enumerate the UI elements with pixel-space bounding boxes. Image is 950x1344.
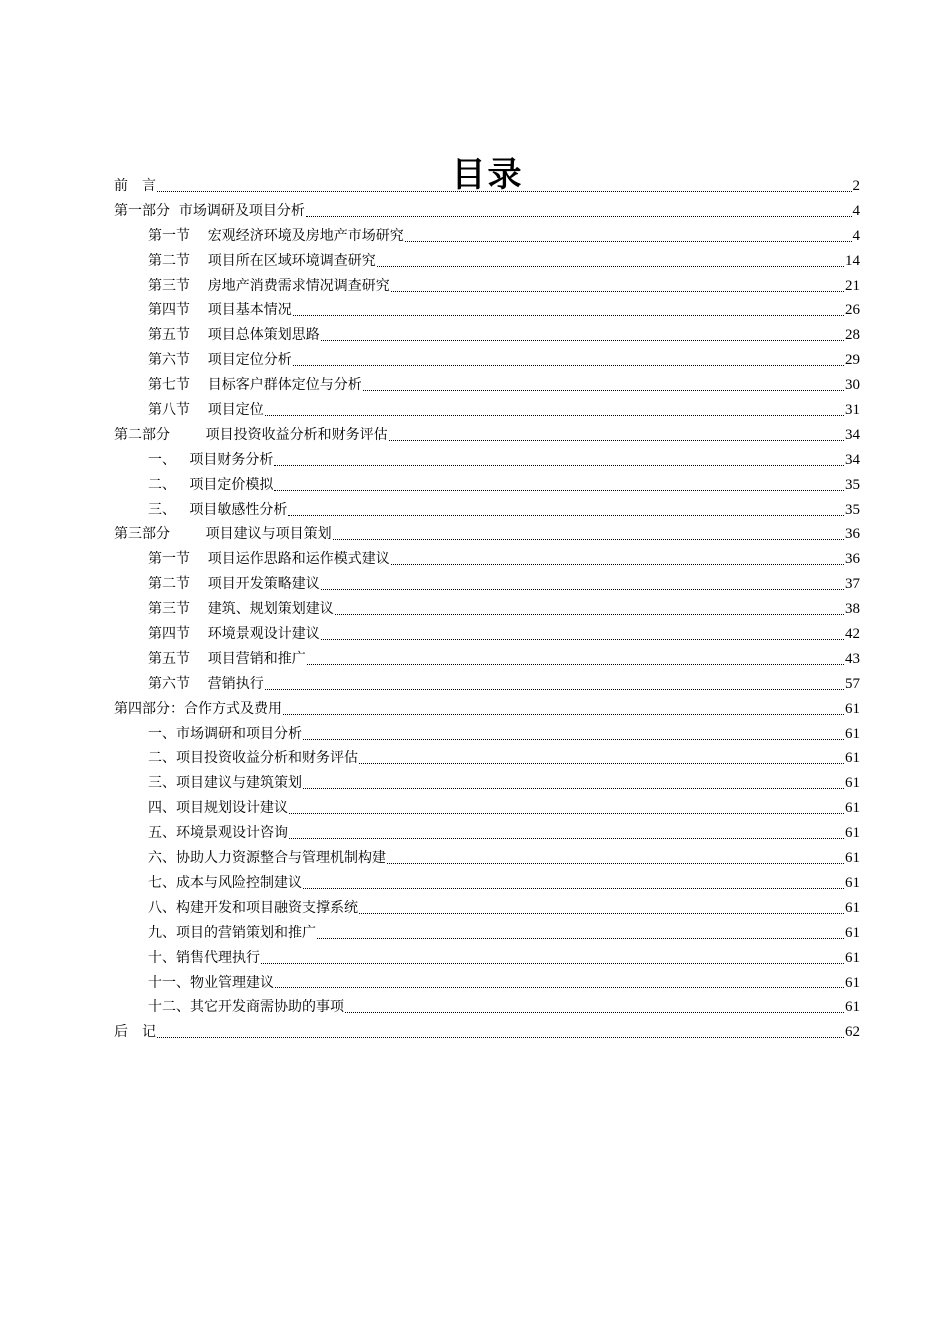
toc-entry[interactable] xyxy=(114,274,860,299)
toc-entry-label: 十二、其它开发商需协助的事项 xyxy=(148,999,344,1016)
toc-entry-page-number: 30 xyxy=(845,377,860,394)
toc-entry-label: 十、销售代理执行 xyxy=(148,949,260,966)
toc-dot-leader xyxy=(289,837,844,839)
toc-entry[interactable] xyxy=(114,946,860,971)
toc-dot-leader xyxy=(345,1011,844,1013)
toc-entry-label: 第五节 项目总体策划思路 xyxy=(148,327,320,344)
toc-dot-leader xyxy=(391,290,844,292)
toc-dot-leader xyxy=(321,588,844,590)
toc-dot-leader xyxy=(405,240,852,242)
toc-entry-label: 第六节 项目定位分析 xyxy=(148,352,292,369)
toc-dot-leader xyxy=(275,986,844,988)
toc-entry-page-number: 62 xyxy=(845,1024,860,1041)
toc-entry-label: 第二部分 项目投资收益分析和财务评估 xyxy=(114,426,388,443)
toc-entry-page-number: 61 xyxy=(845,850,860,867)
toc-entry[interactable] xyxy=(114,199,860,224)
toc-entry-label: 第四部分：合作方式及费用 xyxy=(114,700,282,717)
toc-entry-page-number: 61 xyxy=(845,800,860,817)
toc-dot-leader xyxy=(261,962,844,964)
toc-entry-page-number: 35 xyxy=(845,501,860,518)
toc-entry[interactable] xyxy=(114,572,860,597)
toc-entry[interactable] xyxy=(114,722,860,747)
toc-entry[interactable] xyxy=(114,522,860,547)
toc-entry[interactable] xyxy=(114,821,860,846)
toc-entry-page-number: 61 xyxy=(845,949,860,966)
toc-entry-label: 十一、物业管理建议 xyxy=(148,974,274,991)
toc-entry-page-number: 4 xyxy=(852,227,860,244)
toc-entry-page-number: 61 xyxy=(845,775,860,792)
toc-entry[interactable] xyxy=(114,896,860,921)
toc-dot-leader xyxy=(293,364,844,366)
toc-dot-leader xyxy=(363,389,844,391)
toc-entry-label: 第六节 营销执行 xyxy=(148,675,264,692)
toc-entry[interactable] xyxy=(114,323,860,348)
toc-dot-leader xyxy=(389,439,844,441)
toc-entry-page-number: 2 xyxy=(852,178,860,194)
toc-entry-page-number: 36 xyxy=(845,526,860,543)
toc-entry[interactable] xyxy=(114,1020,860,1045)
toc-entry-label: 六、协助人力资源整合与管理机制构建 xyxy=(148,850,386,867)
toc-entry-label: 四、项目规划设计建议 xyxy=(148,800,288,817)
toc-entry-page-number: 35 xyxy=(845,476,860,493)
toc-dot-leader xyxy=(359,912,844,914)
toc-entry[interactable] xyxy=(114,373,860,398)
toc-entry[interactable] xyxy=(114,672,860,697)
toc-dot-leader xyxy=(157,190,852,192)
toc-entry-page-number: 29 xyxy=(845,352,860,369)
toc-entry[interactable] xyxy=(114,622,860,647)
toc-entry-label: 第二节 项目开发策略建议 xyxy=(148,576,320,593)
toc-entry-label: 二、项目投资收益分析和财务评估 xyxy=(148,750,358,767)
toc-entry-label: 第三部分 项目建议与项目策划 xyxy=(114,526,332,543)
toc-dot-leader xyxy=(391,563,844,565)
toc-entry-label: 第一部分 市场调研及项目分析 xyxy=(114,202,305,219)
toc-entry-page-number: 61 xyxy=(845,725,860,742)
toc-dot-leader xyxy=(303,887,844,889)
toc-entry[interactable] xyxy=(114,771,860,796)
toc-entry-page-number: 4 xyxy=(852,202,860,219)
toc-entry-label: 五、环境景观设计咨询 xyxy=(148,825,288,842)
toc-entry-label: 第一节 宏观经济环境及房地产市场研究 xyxy=(148,227,404,244)
toc-entry-page-number: 61 xyxy=(845,825,860,842)
toc-entry[interactable] xyxy=(114,597,860,622)
toc-entry[interactable] xyxy=(114,498,860,523)
toc-entry-label: 三、项目建议与建筑策划 xyxy=(148,775,302,792)
toc-dot-leader xyxy=(321,339,844,341)
toc-entry-label: 第七节 目标客户群体定位与分析 xyxy=(148,377,362,394)
toc-entry[interactable] xyxy=(114,971,860,996)
toc-entry-label: 第一节 项目运作思路和运作模式建议 xyxy=(148,551,390,568)
toc-entry[interactable] xyxy=(114,298,860,323)
toc-entry-label: 第三节 房地产消费需求情况调查研究 xyxy=(148,277,390,294)
toc-entry[interactable] xyxy=(114,846,860,871)
toc-entry-page-number: 34 xyxy=(845,451,860,468)
toc-entry-label: 第四节 环境景观设计建议 xyxy=(148,626,320,643)
toc-title: 目录 xyxy=(451,154,524,195)
toc-entry[interactable] xyxy=(114,473,860,498)
toc-entry-label: 九、项目的营销策划和推广 xyxy=(148,924,316,941)
toc-entry-label: 第二节 项目所在区域环境调查研究 xyxy=(148,252,376,269)
toc-entry[interactable] xyxy=(114,647,860,672)
toc-dot-leader xyxy=(265,414,844,416)
toc-dot-leader xyxy=(289,812,844,814)
toc-dot-leader xyxy=(303,738,844,740)
toc-entry-label: 一、市场调研和项目分析 xyxy=(148,725,302,742)
toc-entry-page-number: 37 xyxy=(845,576,860,593)
toc-entry-label: 八、构建开发和项目融资支撑系统 xyxy=(148,899,358,916)
toc-entry-label: 七、成本与风险控制建议 xyxy=(148,874,302,891)
toc-entry-label: 第四节 项目基本情况 xyxy=(148,302,292,319)
toc-entry[interactable] xyxy=(114,174,860,199)
toc-dot-leader xyxy=(306,215,852,217)
toc-entry[interactable] xyxy=(114,398,860,423)
toc-dot-leader xyxy=(265,688,844,690)
toc-entry[interactable] xyxy=(114,448,860,473)
toc-entry[interactable] xyxy=(114,697,860,722)
toc-entry-page-number: 38 xyxy=(845,601,860,618)
toc-dot-leader xyxy=(283,713,844,715)
toc-entry-page-number: 61 xyxy=(845,750,860,767)
toc-entry-page-number: 61 xyxy=(845,924,860,941)
toc-dot-leader xyxy=(387,862,844,864)
toc-entry[interactable] xyxy=(114,746,860,771)
toc-entry-page-number: 61 xyxy=(845,999,860,1016)
toc-entry-page-number: 43 xyxy=(845,650,860,667)
toc-dot-leader xyxy=(274,464,844,466)
toc-dot-leader xyxy=(293,314,844,316)
toc-entry[interactable] xyxy=(114,921,860,946)
toc-entry[interactable] xyxy=(114,871,860,896)
toc-dot-leader xyxy=(157,1036,844,1038)
toc-entry-page-number: 61 xyxy=(845,874,860,891)
toc-dot-leader xyxy=(307,663,844,665)
toc-entry-label: 后 记 xyxy=(114,1024,156,1041)
toc-entry-label: 一、 项目财务分析 xyxy=(148,451,274,468)
toc-entry[interactable] xyxy=(114,348,860,373)
toc-entry-page-number: 42 xyxy=(845,626,860,643)
toc-entry-page-number: 34 xyxy=(845,426,860,443)
toc-dot-leader xyxy=(274,489,844,491)
toc-dot-leader xyxy=(288,514,844,516)
toc-dot-leader xyxy=(335,613,844,615)
toc-dot-leader xyxy=(303,787,844,789)
toc-entry-page-number: 61 xyxy=(845,899,860,916)
toc-entry-page-number: 36 xyxy=(845,551,860,568)
toc-entry-page-number: 61 xyxy=(845,974,860,991)
toc-entry[interactable] xyxy=(114,796,860,821)
toc-entry-page-number: 57 xyxy=(845,675,860,692)
toc-entry-page-number: 31 xyxy=(845,402,860,419)
toc-dot-leader xyxy=(377,265,844,267)
toc-dot-leader xyxy=(333,538,844,540)
toc-dot-leader xyxy=(317,937,844,939)
toc-entry[interactable] xyxy=(114,249,860,274)
toc-entry-label: 三、 项目敏感性分析 xyxy=(148,501,288,518)
toc-entry-label: 第五节 项目营销和推广 xyxy=(148,650,306,667)
toc-entry[interactable] xyxy=(114,423,860,448)
toc-entry-page-number: 21 xyxy=(845,277,860,294)
table-of-contents xyxy=(114,174,860,1045)
toc-entry-label: 第三节 建筑、规划策划建议 xyxy=(148,601,334,618)
toc-dot-leader xyxy=(321,638,844,640)
toc-entry-page-number: 61 xyxy=(845,700,860,717)
toc-entry-label: 第八节 项目定位 xyxy=(148,402,264,419)
toc-entry[interactable] xyxy=(114,995,860,1020)
toc-entry-label: 前 言 xyxy=(114,178,156,194)
toc-entry-page-number: 28 xyxy=(845,327,860,344)
toc-entry[interactable] xyxy=(114,547,860,572)
toc-dot-leader xyxy=(359,762,844,764)
toc-entry-page-number: 14 xyxy=(845,252,860,269)
toc-entry[interactable] xyxy=(114,224,860,249)
toc-entry-page-number: 26 xyxy=(845,302,860,319)
toc-entry-label: 二、 项目定价模拟 xyxy=(148,476,274,493)
